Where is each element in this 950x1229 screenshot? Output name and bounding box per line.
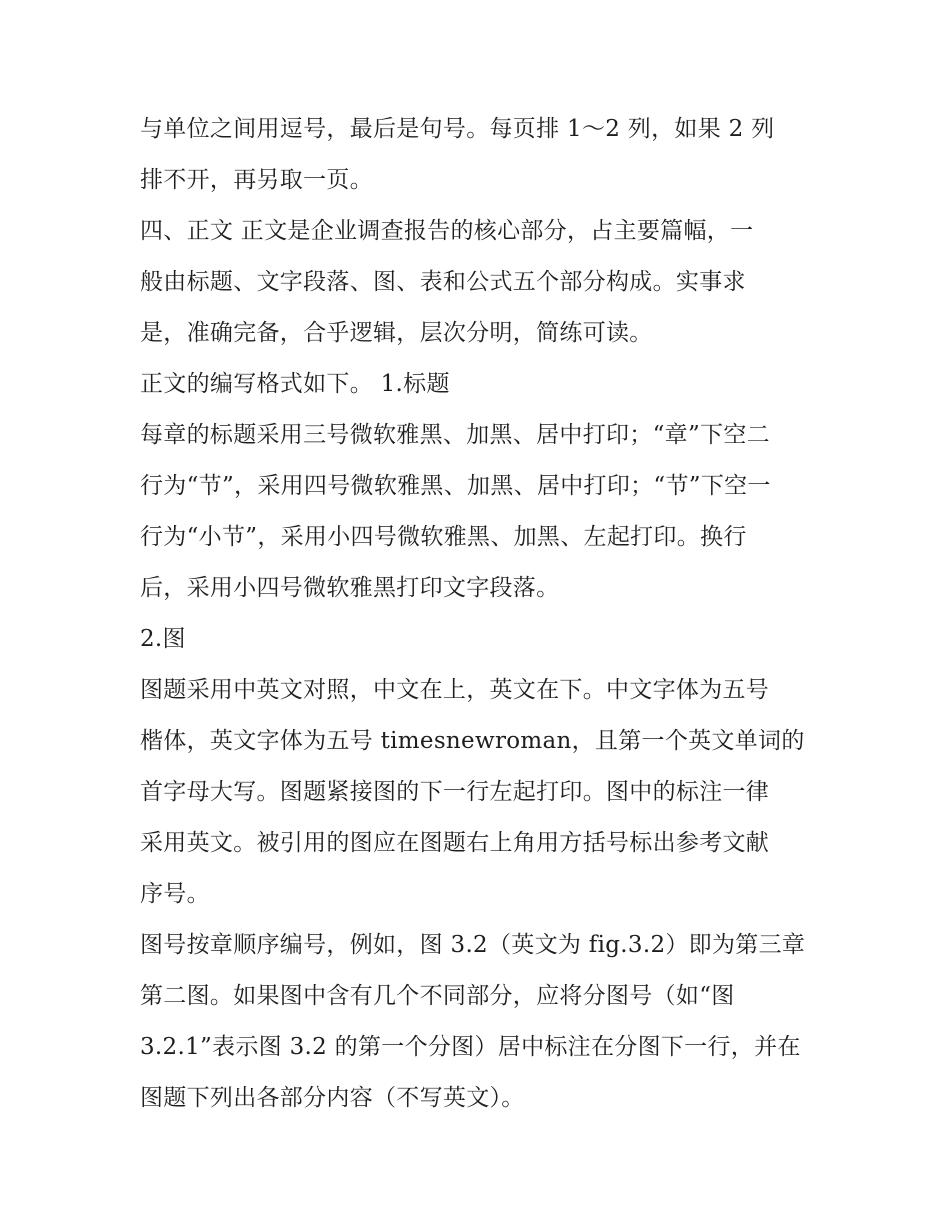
- text-line: 般由标题、文字段落、图、表和公式五个部分构成。实事求: [140, 269, 746, 295]
- text-line: 第二图。如果图中含有几个不同部分，应将分图号（如“图: [140, 983, 735, 1009]
- text-line: 3.2.1”表示图 3.2 的第一个分图）居中标注在分图下一行，并在: [140, 1034, 801, 1060]
- text-line: 行为“节”，采用四号微软雅黑、加黑、居中打印；“节”下空一: [140, 473, 771, 499]
- text-line: 是，准确完备，合乎逻辑，层次分明，简练可读。: [140, 320, 653, 346]
- text-line: 每章的标题采用三号微软雅黑、加黑、居中打印；“章”下空二: [140, 422, 770, 448]
- text-line: 与单位之间用逗号，最后是句号。每页排 1～2 列，如果 2 列: [140, 116, 775, 142]
- text-line: 首字母大写。图题紧接图的下一行左起打印。图中的标注一律: [140, 779, 770, 805]
- text-line: 楷体，英文字体为五号 timesnewroman，且第一个英文单词的: [140, 728, 805, 754]
- section-heading-line: 四、正文 正文是企业调查报告的核心部分，占主要篇幅，一: [140, 218, 754, 244]
- text-line: 后，采用小四号微软雅黑打印文字段落。: [140, 575, 560, 601]
- text-line: 采用英文。被引用的图应在图题右上角用方括号标出参考文献: [140, 830, 770, 856]
- text-line: 图号按章顺序编号，例如，图 3.2（英文为 fig.3.2）即为第三章: [140, 932, 806, 958]
- subheading-line: 2.图: [140, 626, 186, 652]
- text-line: 序号。: [140, 881, 210, 907]
- text-line: 行为“小节”，采用小四号微软雅黑、加黑、左起打印。换行: [140, 524, 747, 550]
- text-line: 排不开，再另取一页。: [140, 167, 373, 193]
- subheading-line: 正文的编写格式如下。 1.标题: [140, 371, 450, 397]
- text-line: 图题采用中英文对照，中文在上，英文在下。中文字体为五号: [140, 677, 770, 703]
- text-line: 图题下列出各部分内容（不写英文）。: [140, 1085, 525, 1111]
- document-body: [140, 104, 820, 1124]
